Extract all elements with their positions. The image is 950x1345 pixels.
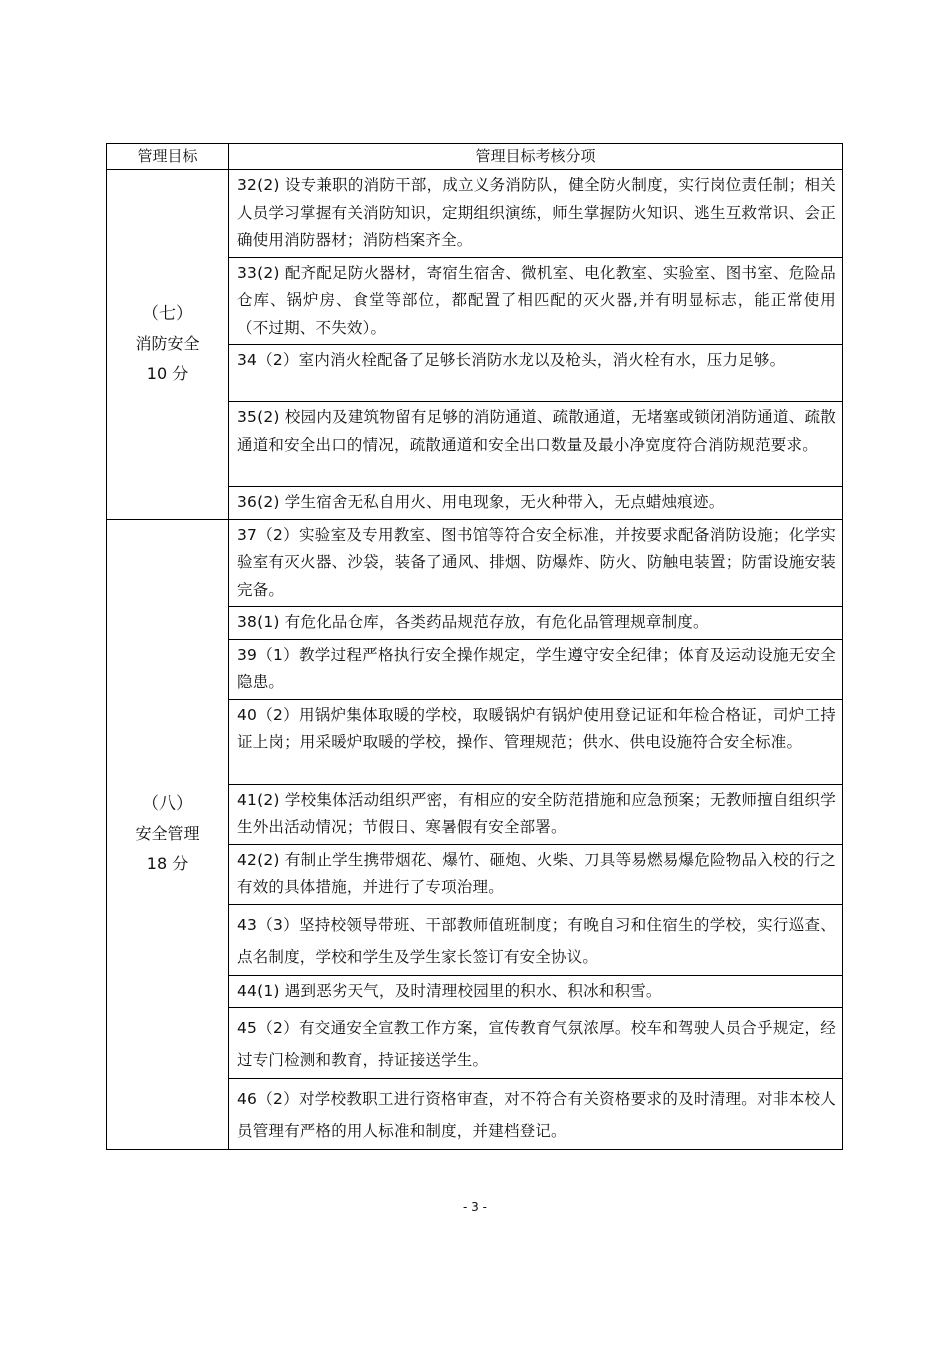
header-assessment-items: 管理目标考核分项 — [229, 144, 843, 170]
item-33: 33(2) 配齐配足防火器材，寄宿生宿舍、微机室、电化教室、实验室、图书室、危险品仓库、锅炉房、食堂等部位，都配置了相匹配的灭火器,并有明显标志，能正常使用（不过期、不失效）。 — [229, 257, 843, 345]
table-row — [107, 170, 843, 258]
section-number: （七） — [142, 304, 193, 325]
item-35: 35(2) 校园内及建筑物留有足够的消防通道、疏散通道，无堵塞或锁闭消防通道、疏散通道和安全出口的情况，疏散通道和安全出口数量及最小净宽度符合消防规范要求。 — [229, 402, 843, 487]
item-44: 44(1) 遇到恶劣天气，及时清理校园里的积水、积冰和积雪。 — [229, 975, 843, 1008]
section-score: 18 分 — [146, 854, 189, 874]
item-45: 45（2）有交通安全宣教工作方案，宣传教育气氛浓厚。校车和驾驶人员合乎规定，经过专门检测和教育，持证接送学生。 — [229, 1008, 843, 1079]
section-cell-fire-safety — [107, 170, 229, 520]
item-41: 41(2) 学校集体活动组织严密，有相应的安全防范措施和应急预案；无教师擅自组织学生外出活动情况；节假日、寒暑假有安全部署。 — [229, 784, 843, 844]
section-name: 消防安全 — [135, 334, 200, 354]
item-39: 39（1）教学过程严格执行安全操作规定，学生遵守安全纪律；体育及运动设施无安全隐患。 — [229, 639, 843, 699]
item-46: 46（2）对学校教职工进行资格审查，对不符合有关资格要求的及时清理。对非本校人员管理有严格的用人标准和制度，并建档登记。 — [229, 1079, 843, 1150]
item-43: 43（3）坚持校领导带班、干部教师值班制度；有晚自习和住宿生的学校，实行巡查、点名制度，学校和学生及学生家长签订有安全协议。 — [229, 904, 843, 975]
section-number: （八） — [142, 794, 193, 815]
item-40: 40（2）用锅炉集体取暖的学校，取暖锅炉有锅炉使用登记证和年检合格证，司炉工持证上岗；用采暖炉取暖的学校，操作、管理规范；供水、供电设施符合安全标准。 — [229, 699, 843, 784]
table-header-row — [107, 144, 843, 170]
section-name: 安全管理 — [135, 824, 200, 844]
assessment-table — [106, 143, 843, 1150]
item-38: 38(1) 有危化品仓库，各类药品规范存放，有危化品管理规章制度。 — [229, 607, 843, 640]
table-row — [107, 519, 843, 607]
item-32: 32(2) 设专兼职的消防干部，成立义务消防队，健全防火制度，实行岗位责任制；相关人员学习掌握有关消防知识，定期组织演练，师生掌握防火知识、逃生互救常识、会正确使用消防器材；消防档案齐全。 — [229, 170, 843, 258]
item-37: 37（2）实验室及专用教室、图书馆等符合安全标准，并按要求配备消防设施；化学实验室有灭火器、沙袋，装备了通风、排烟、防爆炸、防火、防触电装置；防雷设施安装完备。 — [229, 519, 843, 607]
item-42: 42(2) 有制止学生携带烟花、爆竹、砸炮、火柴、刀具等易燃易爆危险物品入校的行之有效的具体措施，并进行了专项治理。 — [229, 844, 843, 904]
page-number: - 3 - — [463, 1200, 487, 1214]
section-cell-safety-management — [107, 519, 229, 1150]
item-36: 36(2) 学生宿舍无私自用火、用电现象，无火种带入，无点蜡烛痕迹。 — [229, 487, 843, 520]
item-34: 34（2）室内消火栓配备了足够长消防水龙以及枪头，消火栓有水，压力足够。 — [229, 345, 843, 402]
section-score: 10 分 — [146, 364, 189, 384]
header-management-goal: 管理目标 — [107, 144, 229, 170]
